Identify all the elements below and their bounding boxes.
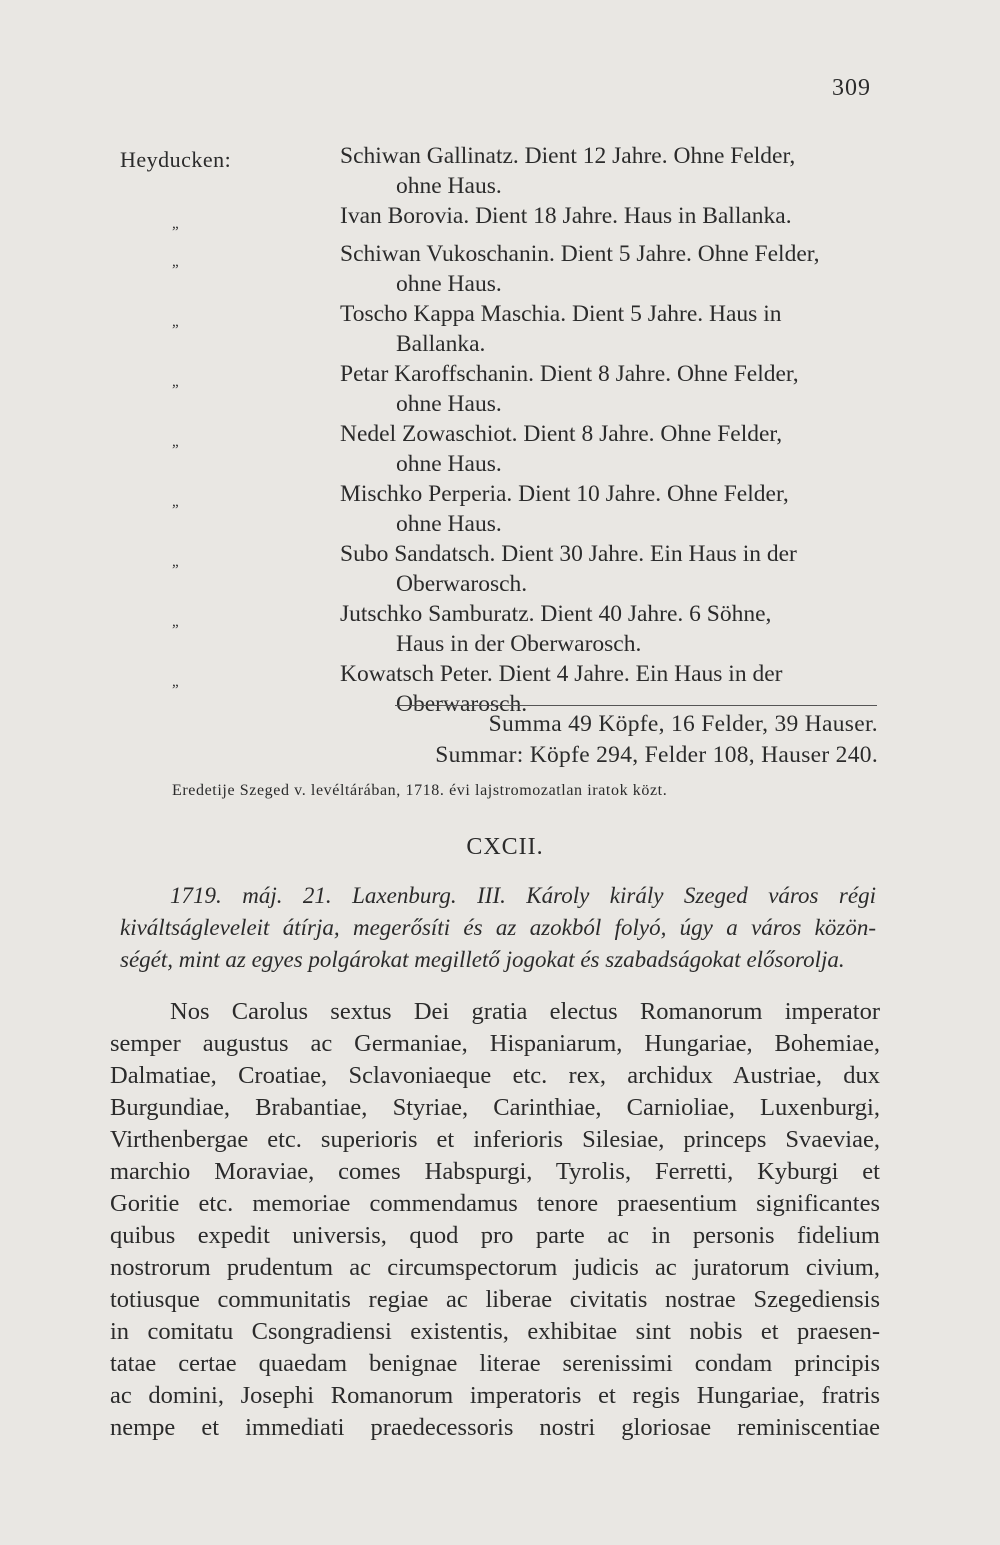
register-entry xyxy=(170,239,880,299)
entry-text xyxy=(340,479,880,539)
summa-line: Summa 49 Köpfe, 16 Felder, 39 Hauser. xyxy=(488,711,878,737)
ditto-mark: „ xyxy=(172,434,179,450)
entry-line-continued: Haus in der Oberwarosch. xyxy=(396,631,642,657)
register-entry xyxy=(170,599,880,659)
register-label: Heyducken: xyxy=(120,147,232,172)
ditto-mark: „ xyxy=(172,614,179,630)
ditto-mark: „ xyxy=(172,494,179,510)
charter-line: marchio Moraviae, comes Habspurgi, Tyrolis, Ferretti, Kyburgi et xyxy=(110,1158,880,1185)
charter-line: quibus expedit universis, quod pro parte ac in personis fidelium xyxy=(110,1222,880,1249)
entry-line-continued: Ballanka. xyxy=(396,331,486,357)
charter-line: Nos Carolus sextus Dei gratia electus Romanorum imperator xyxy=(170,998,880,1025)
entry-line: Petar Karoffschanin. Dient 8 Jahre. Ohne Felder, xyxy=(340,361,799,387)
entry-text xyxy=(340,201,880,231)
entry-line: Toscho Kappa Maschia. Dient 5 Jahre. Haus in xyxy=(340,301,782,327)
charter-line: Goritie etc. memoriae commendamus tenore praesentium significantes xyxy=(110,1190,880,1217)
charter-line: totiusque communitatis regiae ac liberae civitatis nostrae Szegediensis xyxy=(110,1286,880,1313)
register-entry xyxy=(170,539,880,599)
charter-line: nempe et immediati praedecessoris nostri gloriosae reminiscentiae xyxy=(110,1414,880,1441)
document-number-text: CXCII. xyxy=(466,834,544,860)
charter-line: Virthenbergae etc. superioris et inferioris Silesiae, princeps Svaeviae, xyxy=(110,1126,880,1153)
entry-text xyxy=(340,419,880,479)
entry-line-continued: ohne Haus. xyxy=(396,451,502,477)
charter-line: ac domini, Josephi Romanorum imperatoris et regis Hungariae, fratris xyxy=(110,1382,880,1409)
entry-line: Mischko Perperia. Dient 10 Jahre. Ohne Felder, xyxy=(340,481,789,507)
source-note: Eredetije Szeged v. levéltárában, 1718. évi lajstromozatlan iratok közt. xyxy=(172,782,668,799)
summar-line: Summar: Köpfe 294, Felder 108, Hauser 240. xyxy=(435,742,878,768)
entry-line: Jutschko Samburatz. Dient 40 Jahre. 6 Söhne, xyxy=(340,601,772,627)
entry-line-continued: Oberwarosch. xyxy=(396,571,528,597)
charter-line: Dalmatiae, Croatiae, Sclavoniaeque etc. rex, archidux Austriae, dux xyxy=(110,1062,880,1089)
register-entry xyxy=(170,299,880,359)
document-number xyxy=(0,834,1000,861)
ditto-mark: „ xyxy=(172,374,179,390)
regest-line: ségét, mint az egyes polgárokat megillető jogokat és szabadságokat elősorolja. xyxy=(120,947,845,972)
entry-text xyxy=(340,539,880,599)
entry-line: Schiwan Gallinatz. Dient 12 Jahre. Ohne Felder, xyxy=(340,143,796,169)
ditto-mark: „ xyxy=(172,674,179,690)
register-entries xyxy=(170,141,880,719)
regest xyxy=(120,880,876,976)
regest-line: 1719. máj. 21. Laxenburg. III. Károly király Szeged város régi xyxy=(170,883,876,908)
entry-text xyxy=(340,299,880,359)
entry-text xyxy=(340,659,880,719)
ditto-mark xyxy=(170,141,340,149)
entry-text xyxy=(340,141,880,201)
entry-line-continued: ohne Haus. xyxy=(396,271,502,297)
entry-line: Kowatsch Peter. Dient 4 Jahre. Ein Haus in der xyxy=(340,661,783,687)
regest-line: kiváltságleveleit átírja, megerősíti és az azokból folyó, úgy a város közön- xyxy=(120,915,876,940)
register-entry xyxy=(170,141,880,201)
register-entry xyxy=(170,201,880,239)
entry-text xyxy=(340,359,880,419)
charter-text xyxy=(110,996,880,1444)
register-entry xyxy=(170,419,880,479)
register-entry xyxy=(170,659,880,719)
page-number: 309 xyxy=(832,75,871,101)
summary-rule xyxy=(395,705,877,706)
entry-line-continued: ohne Haus. xyxy=(396,391,502,417)
entry-text xyxy=(340,239,880,299)
register-entry xyxy=(170,359,880,419)
ditto-mark: „ xyxy=(172,254,179,270)
entry-line-continued: Oberwarosch. xyxy=(396,691,528,717)
entry-line: Schiwan Vukoschanin. Dient 5 Jahre. Ohne Felder, xyxy=(340,241,820,267)
charter-line: Burgundiae, Brabantiae, Styriae, Carinthiae, Carnioliae, Luxenburgi, xyxy=(110,1094,880,1121)
ditto-mark: „ xyxy=(172,216,179,232)
entry-text xyxy=(340,599,880,659)
charter-line: nostrorum prudentum ac circumspectorum judicis ac juratorum civium, xyxy=(110,1254,880,1281)
ditto-mark: „ xyxy=(172,314,179,330)
ditto-mark: „ xyxy=(172,554,179,570)
entry-line: Ivan Borovia. Dient 18 Jahre. Haus in Ballanka. xyxy=(340,203,792,229)
charter-line: tatae certae quaedam benignae literae serenissimi condam principis xyxy=(110,1350,880,1377)
entry-line-continued: ohne Haus. xyxy=(396,173,502,199)
entry-line: Nedel Zowaschiot. Dient 8 Jahre. Ohne Felder, xyxy=(340,421,783,447)
charter-line: in comitatu Csongradiensi existentis, exhibitae sint nobis et praesen- xyxy=(110,1318,880,1345)
entry-line-continued: ohne Haus. xyxy=(396,511,502,537)
register-entry xyxy=(170,479,880,539)
entry-line: Subo Sandatsch. Dient 30 Jahre. Ein Haus in der xyxy=(340,541,797,567)
charter-line: semper augustus ac Germaniae, Hispaniarum, Hungariae, Bohemiae, xyxy=(110,1030,880,1057)
